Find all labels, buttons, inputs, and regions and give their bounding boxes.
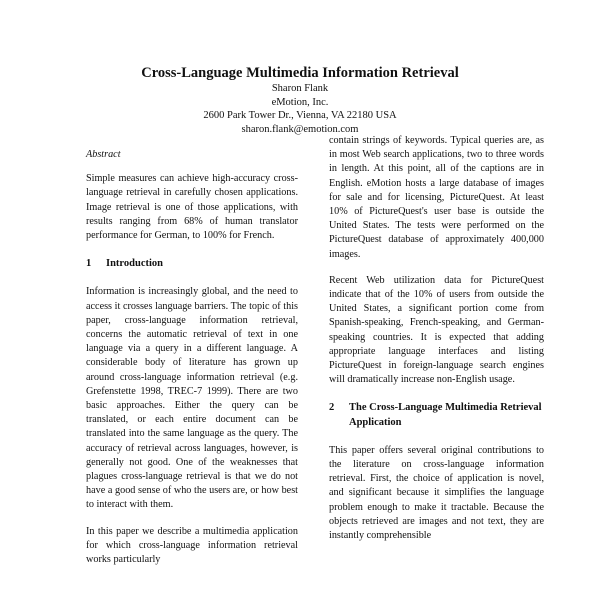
- section-1-heading: [86, 257, 298, 271]
- section-1-number: 1: [86, 258, 92, 270]
- author-address: 2600 Park Tower Dr., Vienna, VA 22180 USA: [203, 110, 397, 121]
- author-email: sharon.flank@emotion.com: [241, 123, 359, 135]
- left-column: [86, 148, 298, 567]
- section-2-title: The Cross-Language Multimedia Retrieval Application: [349, 402, 542, 428]
- abstract-label: Abstract: [86, 149, 121, 160]
- right-paragraph-3: This paper offers several original contributions to the literature on cross-language information retrieval. First, the choice of application is novel, and significant because it simplifies the language problem enough to make it tractable. Because the objects retrieved are images and not text, they are instantly comprehensible: [329, 444, 544, 542]
- right-column: [329, 134, 544, 543]
- author-org: eMotion, Inc.: [271, 96, 329, 108]
- section-1-title: Introduction: [106, 258, 163, 270]
- paper-title: Cross-Language Multimedia Information Retrieval: [141, 65, 459, 81]
- section-2-number: 2: [329, 402, 335, 414]
- author-name: Sharon Flank: [271, 83, 329, 94]
- intro-paragraph-1: Information is increasingly global, and the need to access it crosses language barriers. The topic of this paper, cross-language information retrieval, concerns the automatic retrieval of text in one language via a query in a different language. A considerable body of literature has grown up around cross-language information retrieval (e.g. Grefenstette 1998, TREC-7 1999). There are two basic approaches. Either the query can be translated, or each entire document can be translated into the same language as the query. The accuracy of retrieval across languages, however, is generally not good. One of the weaknesses that plagues cross-language retrieval is that we do not have a good sense of who the users are, or how best to interact with them.: [86, 286, 298, 511]
- abstract-text: Simple measures can achieve high-accuracy cross-language retrieval in carefully chosen applications. Image retrieval is one of those applications, with results ranging from 68% of human translator performance for German, to 100% for French.: [86, 173, 298, 242]
- right-paragraph-2: Recent Web utilization data for PictureQuest indicate that of the 10% of users from outside the United States, a significant portion come from Spanish-speaking, French-speaking, and German-speaking countries. It is expected that adding appropriate language interfaces and listing PictureQuest in foreign-language search engines will dramatically increase non-English usage.: [329, 274, 544, 386]
- right-paragraph-1: contain strings of keywords. Typical queries are, as in most Web search applications, two to three words in length. At this point, all of the captions are in English. eMotion hosts a large database of images for sale and for licensing, PictureQuest. At least 10% of PictureQuest's user base is outside the United States. The tests were performed on the PictureQuest database of approximately 400,000 images.: [329, 135, 544, 260]
- paper-header: [0, 64, 600, 136]
- section-2-heading: [329, 401, 544, 429]
- intro-paragraph-2: In this paper we describe a multimedia application for which cross-language information retrieval works particularly: [86, 525, 298, 566]
